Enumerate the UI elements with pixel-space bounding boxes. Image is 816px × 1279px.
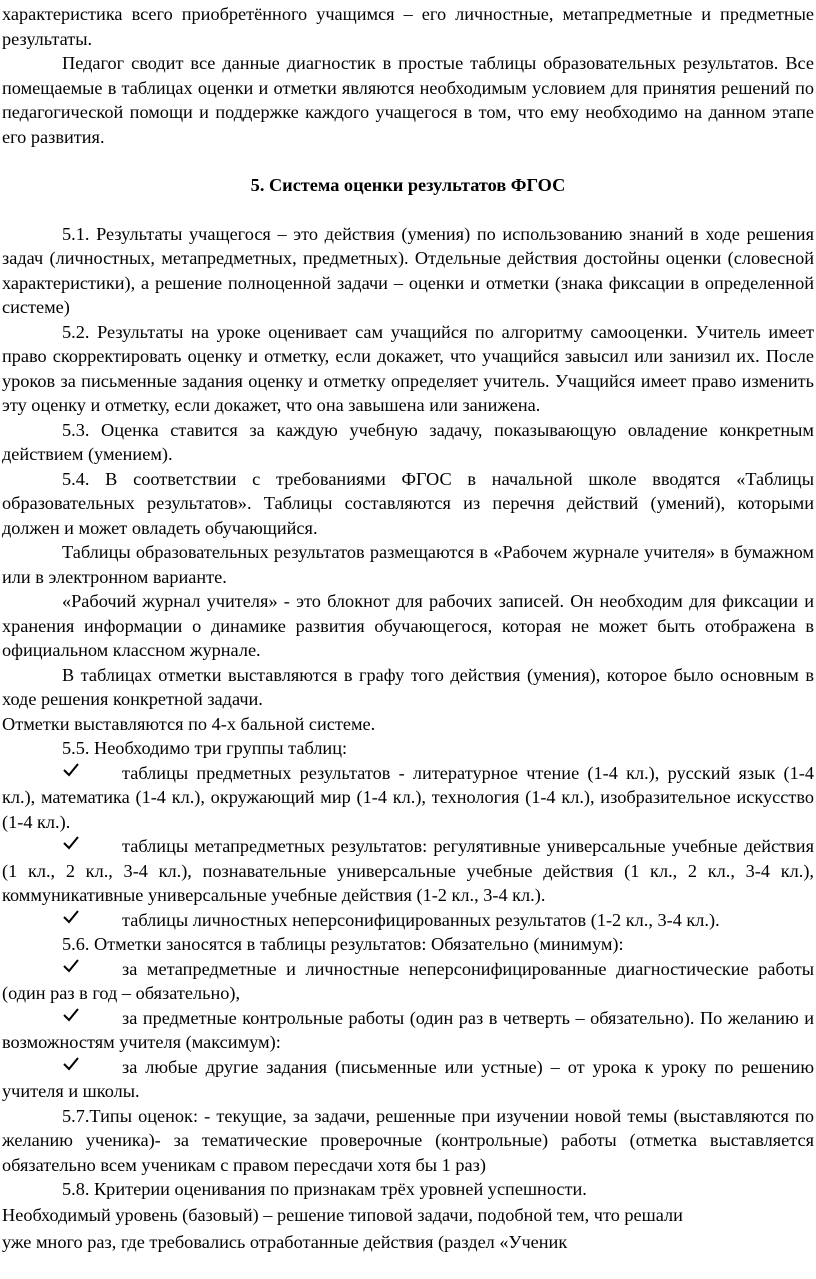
tail-line-1: Необходимый уровень (базовый) – решение типовой задачи, подобной тем, что решали: [2, 1204, 683, 1225]
paragraph-5-1: 5.1. Результаты учащегося – это действия (умения) по использованию знаний в ходе решения задач (личностных, метапредметных, предметных). Отдельные действия достойны оценки (словесной характеристики), а решение полноценной задачи – оценки и отметки (знака фиксации в определенной системе): [2, 223, 814, 317]
paragraph-5-6: 5.6. Отметки заносятся в таблицы результатов: Обязательно (минимум):: [62, 934, 624, 954]
intro-paragraph-1: характеристика всего приобретённого учащимся – его личностные, метапредметные и предметные результаты.: [2, 4, 814, 49]
list-item-text: таблицы личностных неперсонифицированных результатов (1-2 кл., 3-4 кл.).: [122, 909, 720, 930]
paragraph-marks: В таблицах отметки выставляются в графу того действия (умения), которое было основным в ходе решения конкретной задачи.: [2, 664, 814, 709]
list-item-text: за любые другие задания (письменные или устные) – от урока к уроку по решению учителя и школы.: [2, 1056, 814, 1101]
tail-lines: [2, 1202, 814, 1256]
paragraph-5-4: 5.4. В соответствии с требованиями ФГОС в начальной школе вводятся «Таблицы образовательных результатов». Таблицы составляются из перечня действий (умений), которыми должен и может овладеть обучающийся.: [2, 468, 814, 538]
list-item-text: за предметные контрольные работы (один раз в четверть – обязательно). По желанию и возможностям учителя (максимум):: [2, 1007, 814, 1052]
tail-line-2: уже много раз, где требовались отработанные действия (раздел «Ученик: [2, 1231, 568, 1252]
list-item-group-3: [2, 908, 814, 933]
paragraph-5-3: 5.3. Оценка ставится за каждую учебную задачу, показывающую овладение конкретным действием (умением).: [2, 419, 814, 464]
paragraph-journal: «Рабочий журнал учителя» - это блокнот для рабочих записей. Он необходим для фиксации и хранения информации о динамике развития обучающегося, которая не может быть отображена в официальном классном журнале.: [2, 591, 814, 660]
list-item-group-2: [2, 834, 814, 908]
list-item-text: за метапредметные и личностные неперсонифицированные диагностические работы (один раз в год – обязательно),: [2, 958, 814, 1003]
check-icon: [62, 957, 84, 981]
list-item-mandatory-3: [2, 1055, 814, 1104]
list-item-text: таблицы предметных результатов - литературное чтение (1-4 кл.), русский язык (1-4 кл.), математика (1-4 кл.), окружающий мир (1-4 кл.), технология (1-4 кл.), изобразительное искусство (1-4 кл.).: [2, 762, 814, 832]
check-icon: [62, 834, 84, 858]
paragraph-5-5: 5.5. Необходимо три группы таблиц:: [62, 738, 348, 758]
list-item-group-1: [2, 761, 814, 835]
paragraph-scale: Отметки выставляются по 4-х бальной системе.: [2, 713, 376, 734]
list-item-mandatory-2: [2, 1006, 814, 1055]
paragraph-5-8: 5.8. Критерии оценивания по признакам трёх уровней успешности.: [62, 1179, 587, 1199]
list-item-text: таблицы метапредметных результатов: регулятивные универсальные учебные действия (1 кл., 2 кл., 3-4 кл.), познавательные универсальные учебные действия (1 кл., 2 кл., 3-4 кл.), коммуникативные универсальные учебные действия (1-2 кл., 3-4 кл.).: [2, 836, 814, 905]
paragraph-tables: Таблицы образовательных результатов размещаются в «Рабочем журнале учителя» в бумажном или в электронном варианте.: [2, 542, 814, 587]
list-item-mandatory-1: [2, 957, 814, 1006]
paragraph-5-7: 5.7.Типы оценок: - текущие, за задачи, решенные при изучении новой темы (выставляются по желанию ученика)- за тематические проверочные (контрольные) работы (отметка выставляется обязательно всем ученикам с правом пересдачи хотя бы 1 раз): [2, 1105, 814, 1175]
section-heading: 5. Система оценки результатов ФГОС: [250, 175, 566, 195]
check-icon: [62, 1006, 84, 1030]
check-icon: [62, 1055, 84, 1079]
check-icon: [62, 761, 84, 785]
paragraph-5-2: 5.2. Результаты на уроке оценивает сам учащийся по алгоритму самооценки. Учитель имеет право скорректировать оценку и отметку, если докажет, что учащийся завысил или занизил их. После уроков за письменные задания оценку и отметку определяет учитель. Учащийся имеет право изменить эту оценку и отметку, если докажет, что она завышена или занижена.: [2, 321, 814, 415]
check-icon: [62, 908, 84, 932]
intro-paragraph-2: Педагог сводит все данные диагностик в простые таблицы образовательных результатов. Все помещаемые в таблицах оценки и отметки являются необходимым условием для принятия решений по педагогической помощи и поддержке каждого учащегося в том, что ему необходимо на данном этапе его развития.: [2, 53, 814, 147]
